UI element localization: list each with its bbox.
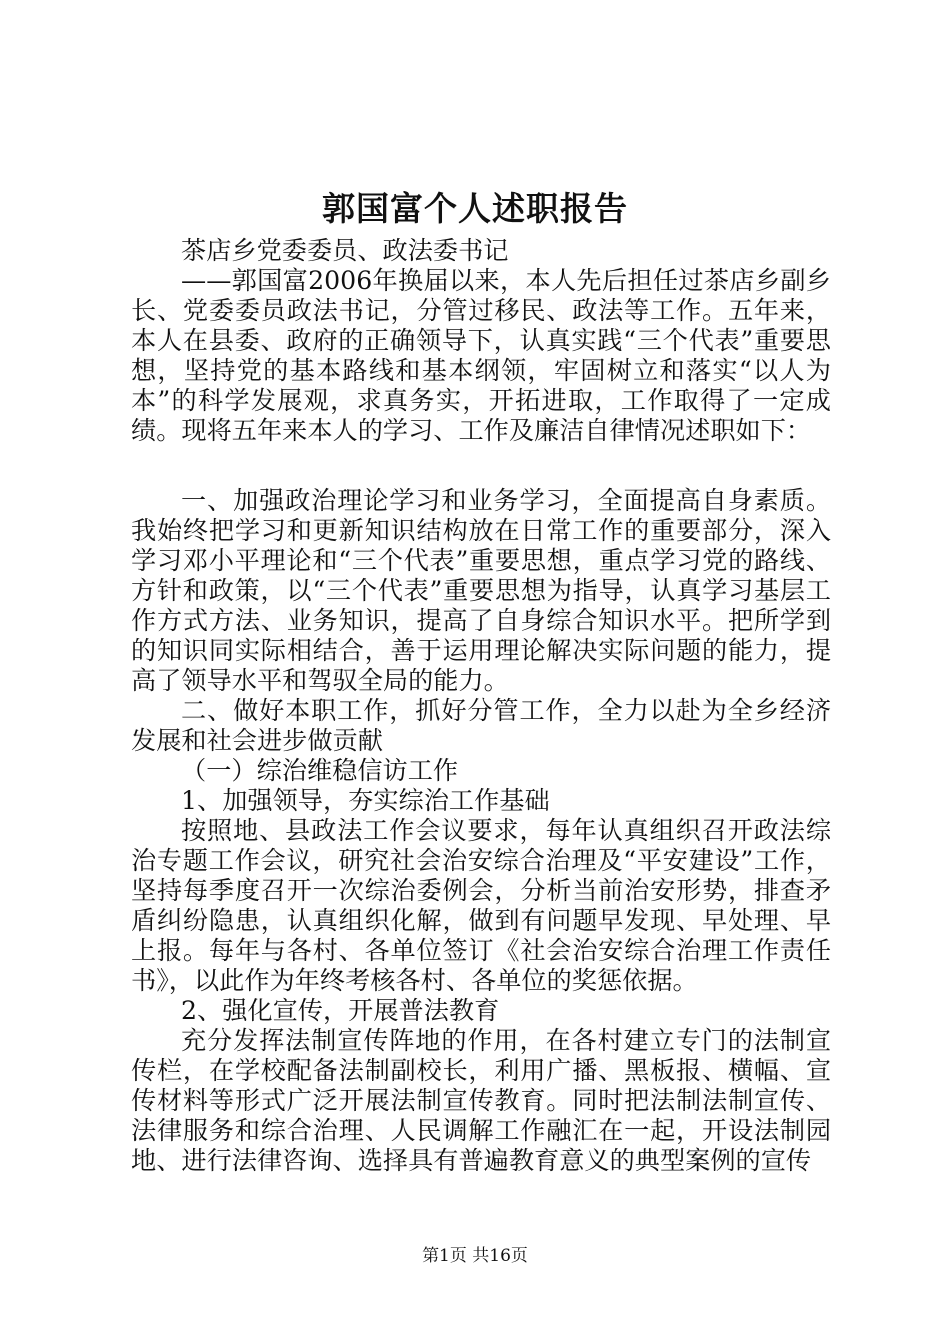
author-line: 茶店乡党委委员、政法委书记	[181, 236, 509, 265]
item-paragraph-1: 按照地、县政法工作会议要求，每年认真组织召开政法综治专题工作会议，研究社会治安综合治理及“平安建设”工作，坚持每季度召开一次综治委例会，分析当前治安形势，排查矛盾纠纷隐患，认真组织化解，做到有问题早发现、早处理、早上报。每年与各村、各单位签订《社会治安综合治理工作责任书》，以此作为年终考核各村、各单位的奖惩依据。	[131, 816, 831, 995]
intro-paragraph: ——郭国富2006年换届以来，本人先后担任过茶店乡副乡长、党委委员政法书记，分管过移民、政法等工作。五年来，本人在县委、政府的正确领导下，认真实践“三个代表”重要思想，坚持党的基本路线和基本纲领，牢固树立和落实“以人为本”的科学发展观，求真务实，开拓进取，工作取得了一定成绩。现将五年来本人的学习、工作及廉洁自律情况述职如下：	[131, 266, 831, 445]
item-heading-2: 2、强化宣传，开展普法教育	[181, 996, 500, 1025]
item-paragraph-2: 充分发挥法制宣传阵地的作用，在各村建立专门的法制宣传栏，在学校配备法制副校长，利用广播、黑板报、横幅、宣传材料等形式广泛开展法制宣传教育。同时把法制法制宣传、法律服务和综合治理、人民调解工作融汇在一起，开设法制园地、进行法律咨询、选择具有普遍教育意义的典型案例的宣传	[131, 1026, 831, 1175]
document-body	[131, 236, 831, 1176]
document-title: 郭国富个人述职报告	[322, 189, 628, 228]
item-heading-1: 1、加强领导，夯实综治工作基础	[181, 786, 550, 815]
section-one-paragraph: 一、加强政治理论学习和业务学习，全面提高自身素质。我始终把学习和更新知识结构放在日常工作的重要部分，深入学习邓小平理论和“三个代表”重要思想，重点学习党的路线、方针和政策，以“三个代表”重要思想为指导，认真学习基层工作方式方法、业务知识，提高了自身综合知识水平。把所学到的知识同实际相结合，善于运用理论解决实际问题的能力，提高了领导水平和驾驭全局的能力。	[131, 486, 831, 695]
subsection-heading: （一）综治维稳信访工作	[181, 756, 459, 785]
section-two-heading: 二、做好本职工作，抓好分管工作，全力以赴为全乡经济发展和社会进步做贡献	[131, 696, 831, 755]
page-footer: 第1页 共16页	[422, 1246, 528, 1266]
